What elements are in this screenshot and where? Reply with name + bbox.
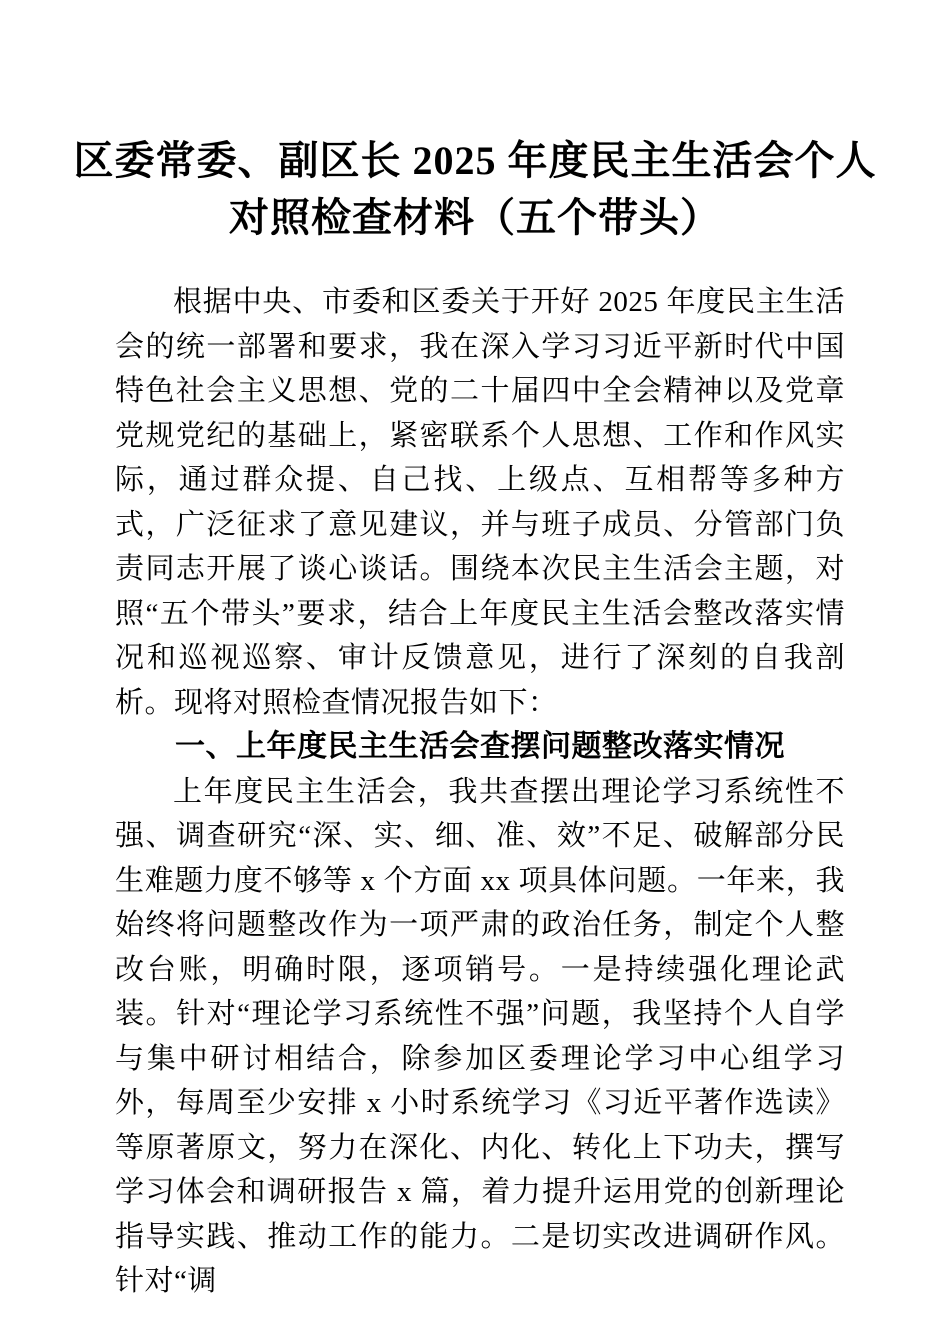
document-body	[0, 280, 950, 1304]
paragraph-section-1: 上年度民主生活会，我共查摆出理论学习系统性不强、调查研究“深、实、细、准、效”不足、破解部分民生难题力度不够等 x 个方面 xx 项具体问题。一年来，我始终将问题整改作为一项严肃的政治任务，制定个人整改台账，明确时限，逐项销号。一是持续强化理论武装。针对“理论学习系统性不强”问题，我坚持个人自学与集中研讨相结合，除参加区委理论学习中心组学习外，每周至少安排 x 小时系统学习《习近平著作选读》等原著原文，努力在深化、内化、转化上下功夫，撰写学习体会和调研报告 x 篇，着力提升运用党的创新理论指导实践、推动工作的能力。二是切实改进调研作风。针对“调	[115, 775, 845, 1297]
section-heading-1: 一、上年度民主生活会查摆问题整改落实情况	[175, 730, 785, 763]
document-title	[60, 132, 890, 246]
document-title-line-2: 对照检查材料（五个带头）	[229, 195, 721, 240]
document-title-line-1: 区委常委、副区长 2025 年度民主生活会个人	[73, 138, 877, 183]
paragraph-opening: 根据中央、市委和区委关于开好 2025 年度民主生活会的统一部署和要求，我在深入学习习近平新时代中国特色社会主义思想、党的二十届四中全会精神以及党章党规党纪的基础上，紧密联系个人思想、工作和作风实际，通过群众提、自己找、上级点、互相帮等多种方式，广泛征求了意见建议，并与班子成员、分管部门负责同志开展了谈心谈话。围绕本次民主生活会主题，对照“五个带头”要求，结合上年度民主生活会整改落实情况和巡视巡察、审计反馈意见，进行了深刻的自我剖析。现将对照检查情况报告如下：	[115, 286, 845, 719]
